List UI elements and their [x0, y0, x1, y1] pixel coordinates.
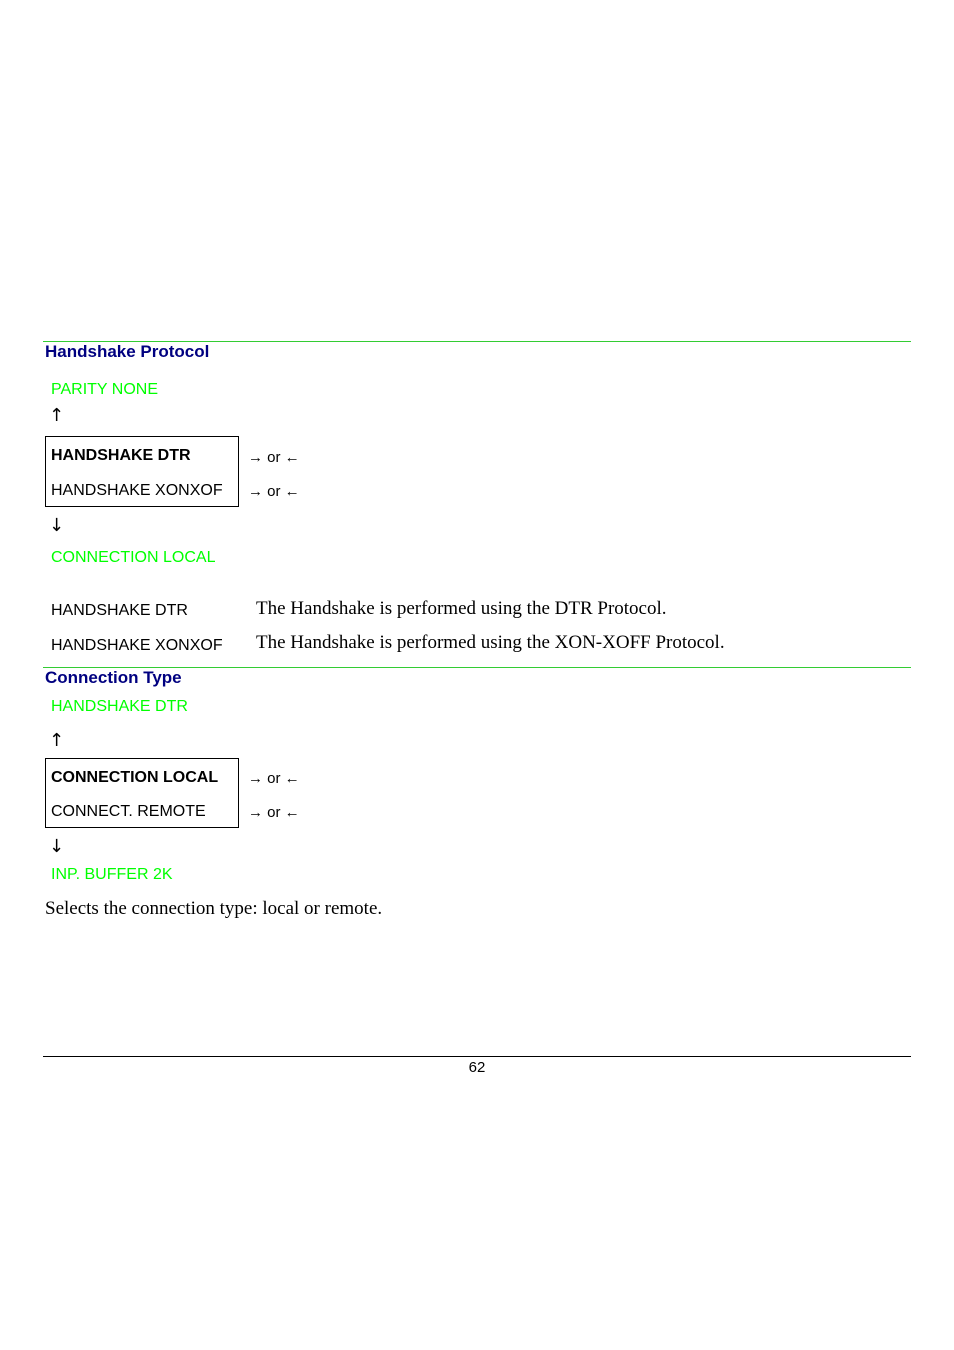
option-connect-remote[interactable]: CONNECT. REMOTE	[51, 803, 206, 820]
description-term: HANDSHAKE XONXOF	[51, 637, 223, 654]
up-arrow-icon: ↑	[49, 405, 65, 426]
navigation-hint: → or ←	[248, 804, 300, 821]
up-arrow-icon: ↑	[49, 730, 65, 751]
previous-menu-item: HANDSHAKE DTR	[51, 698, 188, 715]
navigation-hint: → or ←	[248, 449, 300, 466]
previous-menu-item: PARITY NONE	[51, 381, 158, 398]
option-handshake-dtr[interactable]: HANDSHAKE DTR	[51, 447, 191, 464]
description-term: HANDSHAKE DTR	[51, 602, 188, 619]
section-title: Handshake Protocol	[45, 342, 210, 361]
navigation-hint: → or ←	[248, 483, 300, 500]
description-text: The Handshake is performed using the DTR Protocol.	[256, 598, 667, 619]
options-box	[45, 436, 239, 507]
description-text: Selects the connection type: local or remote.	[45, 898, 383, 919]
options-box	[45, 758, 239, 828]
page-number: 62	[468, 1059, 486, 1076]
down-arrow-icon: ↓	[49, 515, 65, 536]
section-title: Connection Type	[45, 668, 182, 687]
option-handshake-xonxof[interactable]: HANDSHAKE XONXOF	[51, 482, 223, 499]
description-text: The Handshake is performed using the XON-XOFF Protocol.	[256, 632, 725, 653]
next-menu-item: CONNECTION LOCAL	[51, 549, 216, 566]
navigation-hint: → or ←	[248, 770, 300, 787]
option-connection-local[interactable]: CONNECTION LOCAL	[51, 769, 219, 786]
down-arrow-icon: ↓	[49, 836, 65, 857]
next-menu-item: INP. BUFFER 2K	[51, 866, 173, 883]
footer-divider	[43, 1056, 911, 1057]
